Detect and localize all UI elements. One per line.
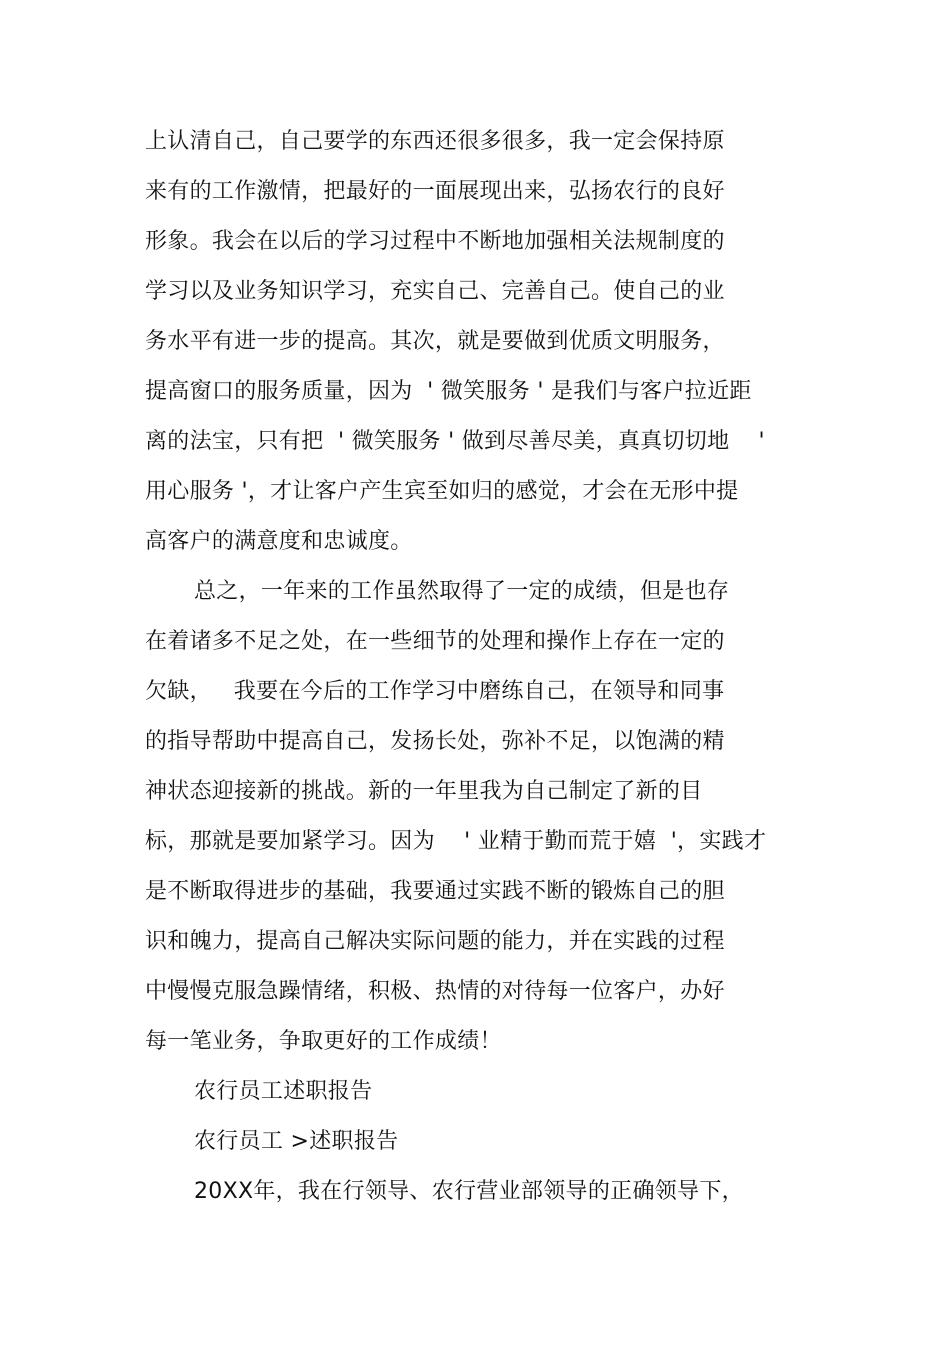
paragraph-line: 学习以及业务知识学习，充实自己、完善自己。使自己的业	[145, 279, 725, 304]
paragraph-line: 务水平有进一步的提高。其次，就是要做到优质文明服务，	[145, 329, 725, 354]
paragraph-line: 识和魄力，提高自己解决实际问题的能力，并在实践的过程	[145, 929, 725, 954]
paragraph-line: 离的法宝，只有把 ' 微笑服务 ' 做到尽善尽美，真真切切地 '	[145, 429, 765, 454]
paragraph-line: 来有的工作激情，把最好的一面展现出来，弘扬农行的良好	[145, 179, 725, 204]
paragraph-line: 提高窗口的服务质量，因为 ' 微笑服务 ' 是我们与客户拉近距	[145, 379, 752, 404]
paragraph-line: 中慢慢克服急躁情绪，积极、热情的对待每一位客户，办好	[145, 979, 725, 1004]
section-heading: 农行员工述职报告	[194, 1079, 373, 1104]
paragraph-line: 用心服务 '，才让客户产生宾至如归的感觉，才会在无形中提	[145, 479, 739, 504]
paragraph-line: 形象。我会在以后的学习过程中不断地加强相关法规制度的	[145, 229, 725, 254]
paragraph-line: 的指导帮助中提高自己，发扬长处，弥补不足，以饱满的精	[145, 729, 725, 754]
paragraph-line: 高客户的满意度和忠诚度。	[145, 529, 413, 554]
paragraph-line: 每一笔业务，争取更好的工作成绩！	[145, 1029, 502, 1054]
paragraph-line: 在着诸多不足之处，在一些细节的处理和操作上存在一定的	[145, 629, 725, 654]
paragraph-line: 标，那就是要加紧学习。因为 ' 业精于勤而荒于嬉 '，实践才	[145, 829, 767, 854]
section-heading: 农行员工 >述职报告	[194, 1129, 399, 1154]
paragraph-line: 欠缺， 我要在今后的工作学习中磨练自己，在领导和同事	[145, 679, 725, 704]
paragraph-line: 是不断取得进步的基础，我要通过实践不断的锻炼自己的胆	[145, 879, 725, 904]
paragraph-line: 总之，一年来的工作虽然取得了一定的成绩，但是也存	[194, 579, 730, 604]
paragraph-line: 上认清自己，自己要学的东西还很多很多，我一定会保持原	[145, 129, 725, 154]
paragraph-line: 20XX年，我在行领导、农行营业部领导的正确领导下，	[194, 1179, 744, 1204]
paragraph-line: 神状态迎接新的挑战。新的一年里我为自己制定了新的目	[145, 779, 703, 804]
